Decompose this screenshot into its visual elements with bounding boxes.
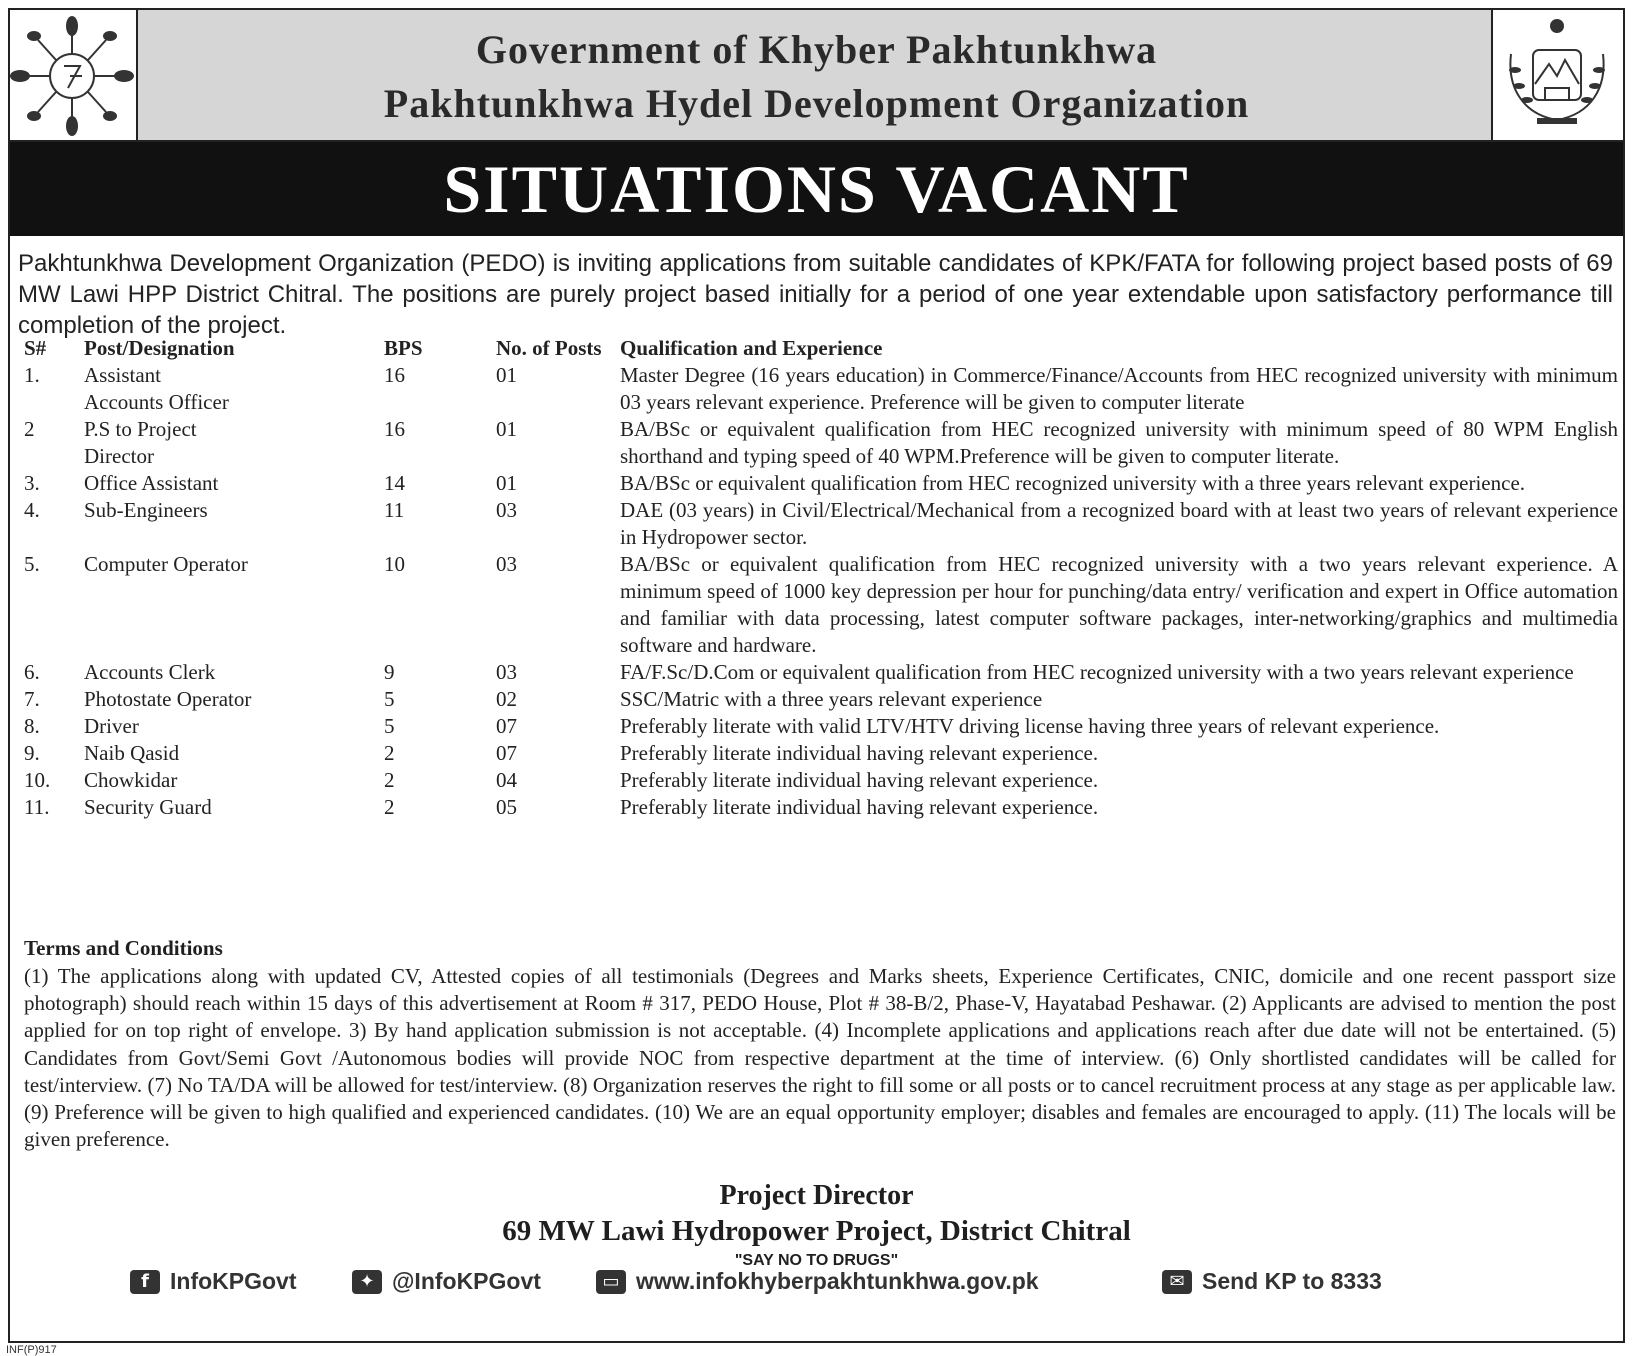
row-num-posts: 03 <box>496 660 517 684</box>
row-num-posts: 03 <box>496 552 517 576</box>
situations-vacant-banner: SITUATIONS VACANT <box>10 142 1623 236</box>
row-post-line: P.S to Project <box>84 417 197 441</box>
social-web <box>596 1268 1039 1295</box>
social-facebook-text: InfoKPGovt <box>170 1268 297 1294</box>
pedo-logo <box>10 10 138 140</box>
row-bps: 10 <box>384 552 405 576</box>
twitter-icon: ✦ <box>352 1270 382 1294</box>
header-line-2: Pakhtunkhwa Hydel Development Organization <box>383 81 1250 126</box>
row-qualification: BA/BSc or equivalent qualification from HEC recognized university with minimum speed of 80 WPM English shorthand and typing speed of 40 WPM.Preference will be given to computer literate. <box>620 417 1618 468</box>
row-bps: 11 <box>384 498 405 522</box>
row-sn: 2 <box>24 417 35 441</box>
row-post-line: Security Guard <box>84 795 212 819</box>
row-bps: 5 <box>384 714 395 738</box>
header <box>10 10 1623 142</box>
footnote-code: INF(P)917 <box>6 1344 57 1356</box>
row-num-posts: 01 <box>496 417 517 441</box>
row-post <box>84 740 384 767</box>
table-row <box>18 551 1618 659</box>
social-twitter-text: @InfoKPGovt <box>392 1268 541 1294</box>
table-row <box>18 362 1618 416</box>
row-bps: 2 <box>384 741 395 765</box>
row-num-posts: 07 <box>496 714 517 738</box>
social-twitter <box>352 1268 541 1295</box>
row-num-posts: 02 <box>496 687 517 711</box>
table-row <box>18 713 1618 740</box>
row-post <box>84 416 384 470</box>
row-num-posts: 07 <box>496 741 517 765</box>
row-qualification: Preferably literate individual having relevant experience. <box>620 768 1099 792</box>
row-post-line: Office Assistant <box>84 471 219 495</box>
row-post <box>84 767 384 794</box>
row-sn: 9. <box>24 741 40 765</box>
row-post <box>84 659 384 686</box>
row-sn: 6. <box>24 660 40 684</box>
row-sn: 8. <box>24 714 40 738</box>
table-header-row <box>18 335 1618 362</box>
row-qualification: Preferably literate individual having relevant experience. <box>620 741 1099 765</box>
row-post <box>84 362 384 416</box>
header-qualification: Qualification and Experience <box>620 336 883 360</box>
slogan: "SAY NO TO DRUGS" <box>734 1252 899 1269</box>
row-post-line: Photostate Operator <box>84 687 252 711</box>
row-qualification: DAE (03 years) in Civil/Electrical/Mechanical from a recognized board with at least two years of relevant experience in Hydropower sector. <box>620 498 1618 549</box>
row-post <box>84 713 384 740</box>
row-qualification: Master Degree (16 years education) in Commerce/Finance/Accounts from HEC recognized university with minimum 03 years relevant experience. Preference will be given to computer literate <box>620 363 1618 414</box>
row-sn: 4. <box>24 498 40 522</box>
table-row <box>18 416 1618 470</box>
row-num-posts: 03 <box>496 498 517 522</box>
row-sn: 10. <box>24 768 51 792</box>
header-bps: BPS <box>384 336 423 360</box>
row-bps: 16 <box>384 417 405 441</box>
row-post-line: Accounts Officer <box>84 390 229 414</box>
row-post-line: Driver <box>84 714 139 738</box>
posts-table <box>18 335 1618 821</box>
row-bps: 9 <box>384 660 395 684</box>
row-bps: 14 <box>384 471 405 495</box>
terms-title: Terms and Conditions <box>24 936 223 960</box>
row-post <box>84 470 384 497</box>
signoff-title: Project Director <box>719 1180 914 1211</box>
terms-paragraph: (1) The applications along with updated CV, Attested copies of all testimonials (Degrees and Marks sheets, Experience Certificates, CNIC, domicile and one recent passport size photograph) should reach within 15 days of this advertisement at Room # 317, PEDO House, Plot # 38-B/2, Phase-V, Hayatabad Peshawar. (2) Applicants are advised to mention the post applied for on top right of envelope. 3) By hand application submission is not acceptable. (4) Incomplete applications and applications reach after due date will not be entertained. (5) Candidates from Govt/Semi Govt /Autonomous bodies will provide NOC from respective department at the time of interview. (6) Only shortlisted candidates will be called for test/interview. (7) No TA/DA will be allowed for test/interview. (8) Organization reserves the right to fill some or all posts or to cancel recruitment process at any stage as per applicable law. (9) Preference will be given to high qualified and experienced candidates. (10) We are an equal opportunity employer; disables and females are encouraged to apply. (11) The locals will be given preference. <box>24 964 1616 1152</box>
row-post-line: Sub-Engineers <box>84 498 208 522</box>
advertisement <box>8 8 1625 1343</box>
row-post-line: Assistant <box>84 363 162 387</box>
row-qualification: Preferably literate with valid LTV/HTV driving license having three years of relevant experience. <box>620 714 1440 738</box>
header-num-posts: No. of Posts <box>496 336 602 360</box>
row-post-line: Naib Qasid <box>84 741 180 765</box>
row-sn: 3. <box>24 471 40 495</box>
header-post: Post/Designation <box>84 336 235 360</box>
row-post-line: Chowkidar <box>84 768 178 792</box>
row-bps: 5 <box>384 687 395 711</box>
row-qualification: FA/F.Sc/D.Com or equivalent qualification from HEC recognized university with a two years relevant experience <box>620 660 1574 684</box>
row-qualification: Preferably literate individual having relevant experience. <box>620 795 1099 819</box>
row-num-posts: 05 <box>496 795 517 819</box>
table-row <box>18 497 1618 551</box>
row-qualification: BA/BSc or equivalent qualification from HEC recognized university with a three years relevant experience. <box>620 471 1526 495</box>
row-post <box>84 686 384 713</box>
row-num-posts: 01 <box>496 471 517 495</box>
social-facebook <box>130 1268 297 1295</box>
row-post <box>84 497 384 551</box>
row-post-line: Computer Operator <box>84 552 248 576</box>
signoff-project: 69 MW Lawi Hydropower Project, District Chitral <box>502 1215 1131 1247</box>
table-row <box>18 767 1618 794</box>
table-row <box>18 470 1618 497</box>
social-sms <box>1162 1268 1382 1295</box>
sms-icon: ✉ <box>1162 1270 1192 1294</box>
social-sms-text: Send KP to 8333 <box>1202 1268 1382 1294</box>
table-row <box>18 686 1618 713</box>
row-num-posts: 04 <box>496 768 517 792</box>
table-row <box>18 794 1618 821</box>
web-icon: ▭ <box>596 1270 626 1294</box>
row-post-line: Accounts Clerk <box>84 660 216 684</box>
header-line-1: Government of Khyber Pakhtunkhwa <box>475 27 1158 72</box>
header-sn: S# <box>24 336 47 360</box>
row-post <box>84 551 384 659</box>
row-qualification: SSC/Matric with a three years relevant experience <box>620 687 1043 711</box>
row-bps: 16 <box>384 363 405 387</box>
intro-paragraph: Pakhtunkhwa Development Organization (PEDO) is inviting applications from suitable candidates of KPK/FATA for following project based posts of 69 MW Lawi HPP District Chitral. The positions are purely project based initially for a period of one year extendable upon satisfactory performance till completion of the project. <box>18 250 1613 339</box>
row-sn: 7. <box>24 687 40 711</box>
row-sn: 5. <box>24 552 40 576</box>
facebook-icon: f <box>130 1270 160 1294</box>
row-qualification: BA/BSc or equivalent qualification from HEC recognized university with a two years relevant experience. A minimum speed of 1000 key depression per hour for punching/data entry/ verification and expert in Office automation and familiar with data processing, latest computer software packages, inter-networking/graphics and multimedia software and hardware. <box>620 552 1618 657</box>
table-row <box>18 659 1618 686</box>
row-bps: 2 <box>384 795 395 819</box>
row-num-posts: 01 <box>496 363 517 387</box>
row-bps: 2 <box>384 768 395 792</box>
row-post-line: Director <box>84 444 154 468</box>
kp-government-emblem <box>1491 10 1623 140</box>
table-row <box>18 740 1618 767</box>
row-sn: 11. <box>24 795 50 819</box>
row-post <box>84 794 384 821</box>
social-web-text: www.infokhyberpakhtunkhwa.gov.pk <box>636 1268 1039 1294</box>
row-sn: 1. <box>24 363 40 387</box>
